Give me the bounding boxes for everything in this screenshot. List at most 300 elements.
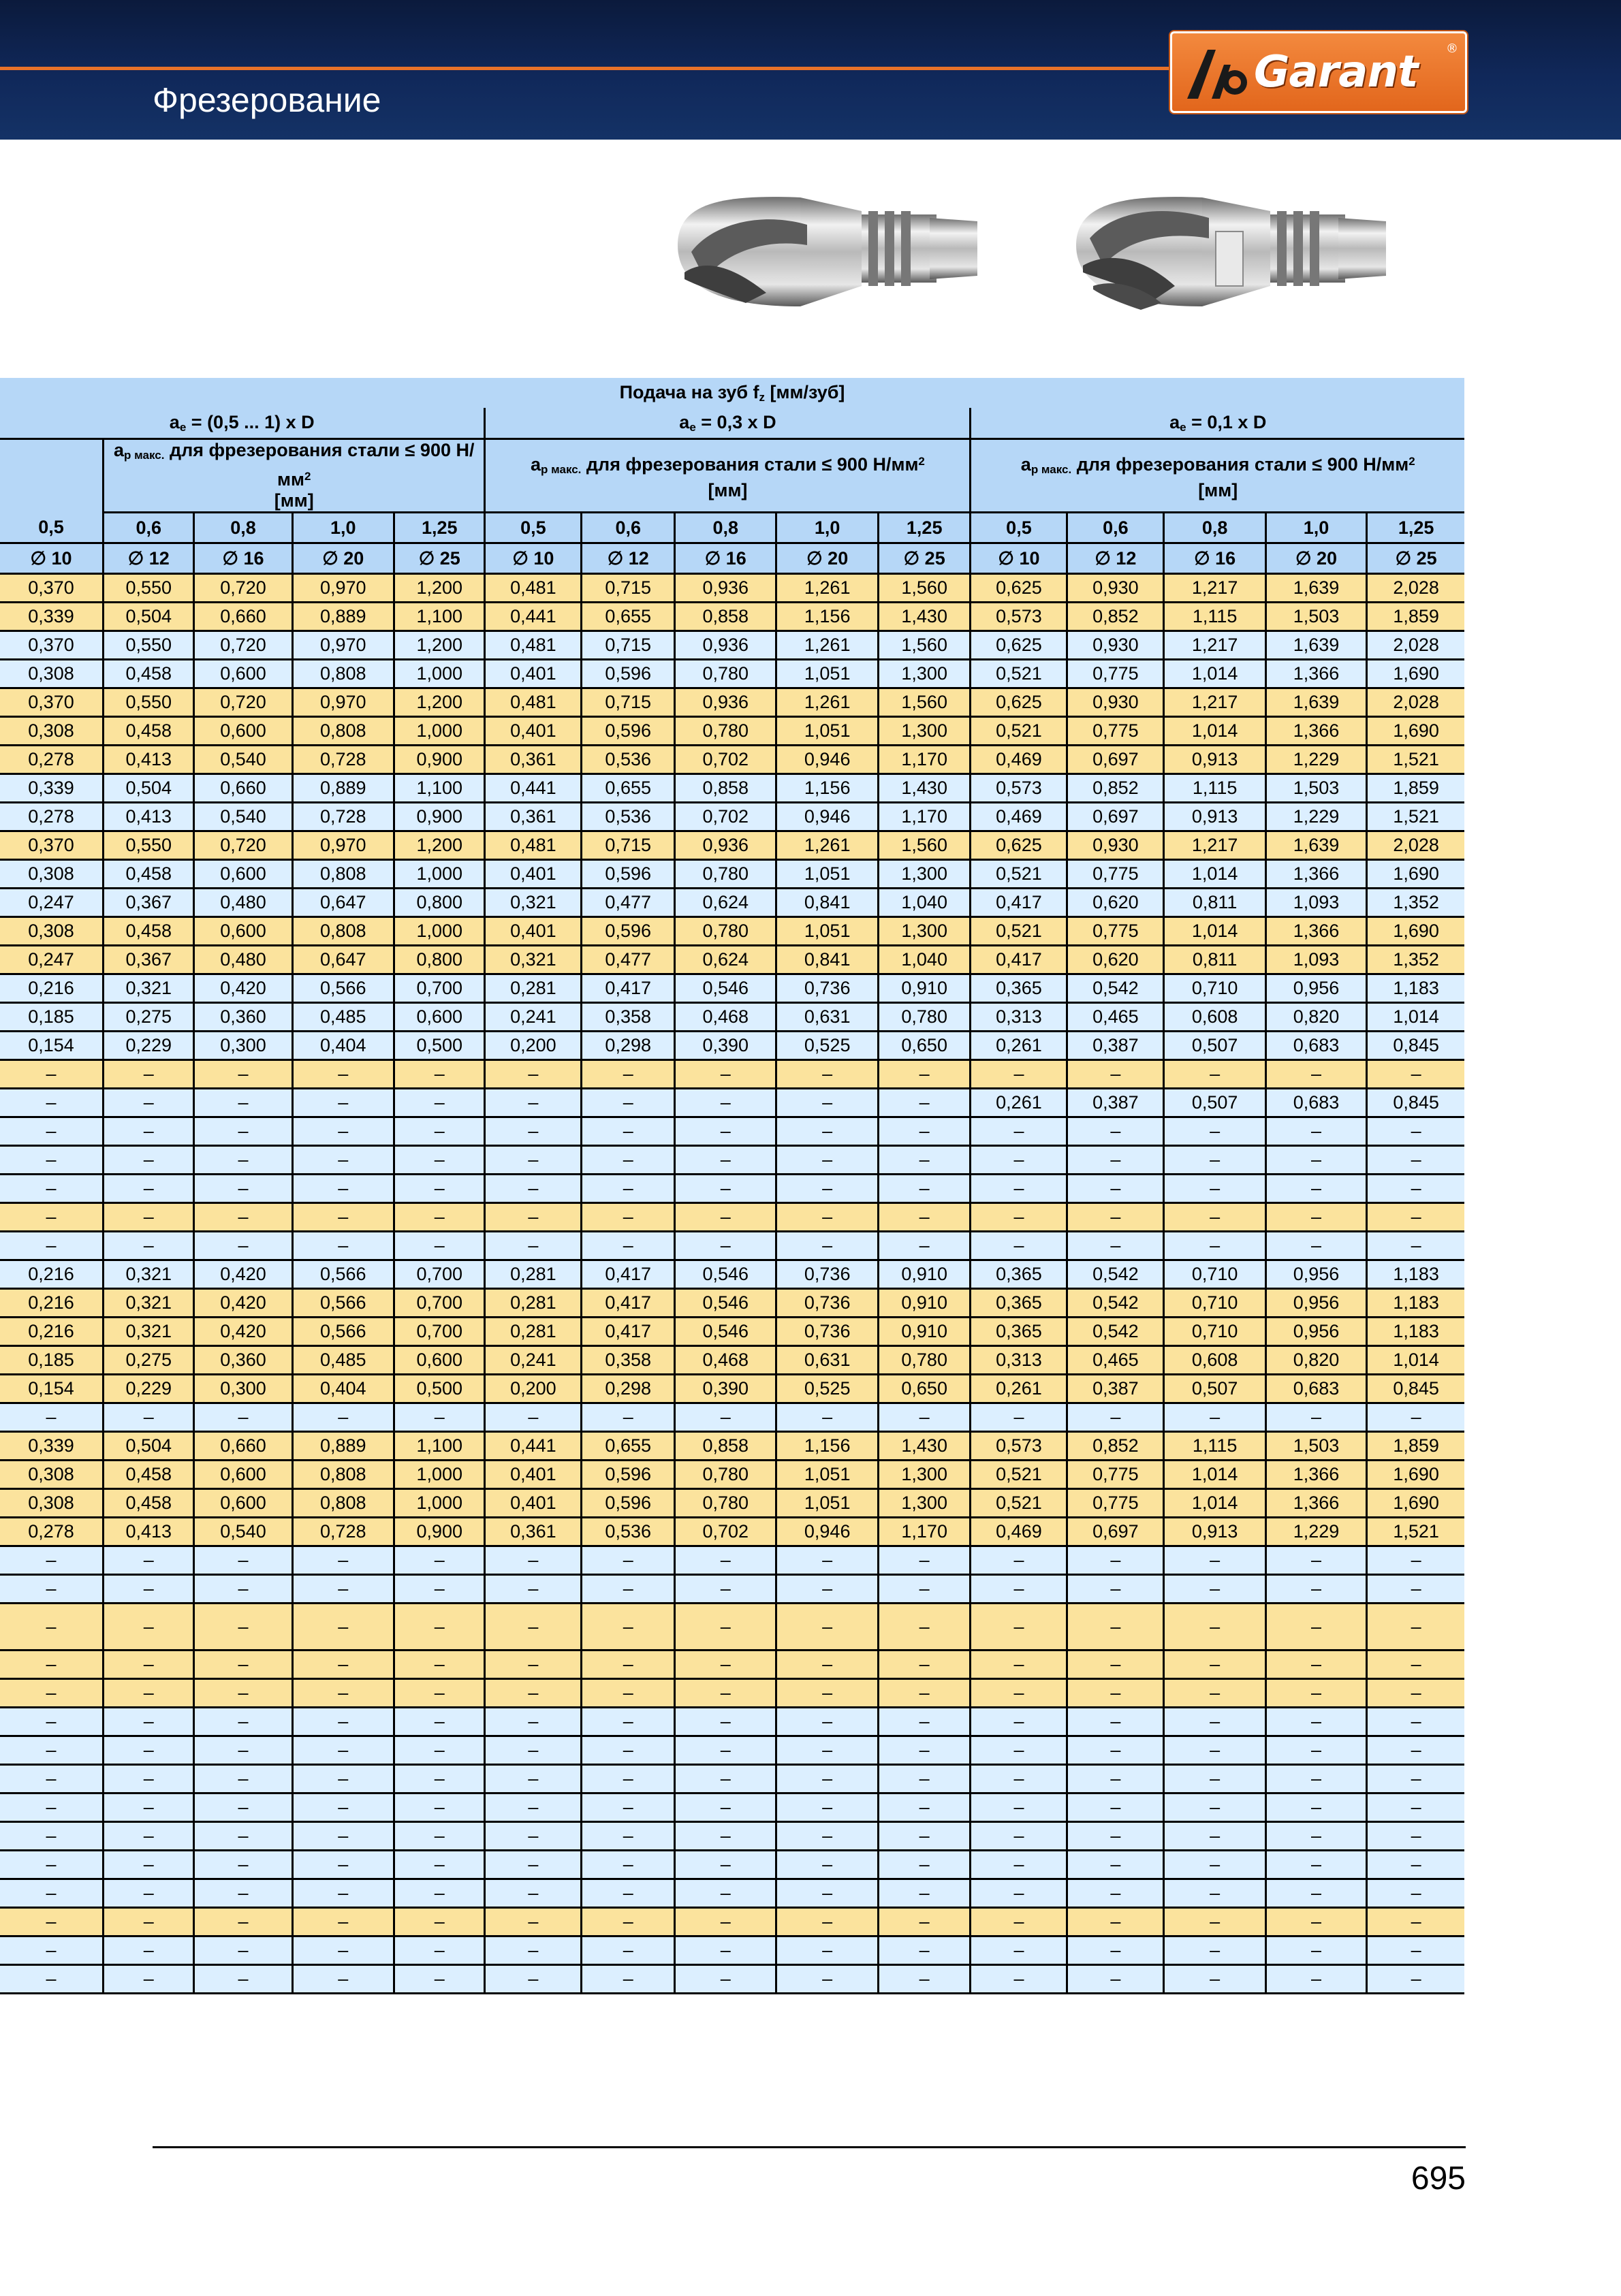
table-cell: – — [292, 1575, 394, 1604]
table-cell: – — [675, 1203, 776, 1232]
table-cell: – — [394, 1679, 485, 1708]
table-cell: – — [1265, 1851, 1366, 1879]
table-row — [0, 1346, 1464, 1375]
table-cell: 1,014 — [1164, 1489, 1265, 1518]
diameter-cell: ∅ 12 — [582, 543, 675, 574]
table-cell: – — [1367, 1965, 1464, 1994]
table-cell: – — [104, 1793, 194, 1822]
table-cell: 0,808 — [292, 1461, 394, 1489]
table-cell: – — [485, 1604, 582, 1651]
table-cell: 0,481 — [485, 831, 582, 860]
diameter-cell: ∅ 16 — [194, 543, 292, 574]
table-cell: 0,946 — [776, 803, 878, 831]
table-cell: 1,352 — [1367, 946, 1464, 974]
table-cell: – — [1067, 1575, 1164, 1604]
table-cell: – — [582, 1708, 675, 1736]
table-row — [0, 1708, 1464, 1736]
table-cell: 1,503 — [1265, 1432, 1366, 1461]
table-cell: – — [292, 1765, 394, 1793]
table-cell: – — [1164, 1604, 1265, 1651]
table-cell: – — [776, 1089, 878, 1117]
table-cell: 0,780 — [675, 860, 776, 889]
table-cell: 1,051 — [776, 1489, 878, 1518]
table-cell: 0,930 — [1067, 631, 1164, 660]
table-cell: – — [104, 1604, 194, 1651]
table-cell: 0,683 — [1265, 1089, 1366, 1117]
table-cell: 0,780 — [675, 1461, 776, 1489]
table-cell: 0,913 — [1164, 1518, 1265, 1546]
table-cell: 0,469 — [971, 746, 1067, 774]
table-cell: 0,370 — [0, 574, 104, 603]
table-cell: 0,775 — [1067, 1489, 1164, 1518]
table-cell: – — [582, 1575, 675, 1604]
table-cell: – — [394, 1765, 485, 1793]
table-cell: 0,946 — [776, 1518, 878, 1546]
table-cell: – — [878, 1936, 971, 1965]
table-cell: 1,000 — [394, 1461, 485, 1489]
table-cell: 1,366 — [1265, 1489, 1366, 1518]
table-cell: – — [776, 1060, 878, 1089]
table-cell: – — [104, 1936, 194, 1965]
table-cell: 0,420 — [194, 1260, 292, 1289]
table-cell: – — [1067, 1851, 1164, 1879]
table-cell: 0,596 — [582, 1489, 675, 1518]
table-cell: 0,339 — [0, 603, 104, 631]
table-row — [0, 889, 1464, 917]
table-cell: 0,261 — [971, 1375, 1067, 1403]
table-cell: – — [776, 1232, 878, 1260]
table-row — [0, 1318, 1464, 1346]
table-cell: 0,600 — [194, 717, 292, 746]
milling-cutter-image-1 — [664, 184, 984, 320]
table-cell: – — [776, 1879, 878, 1908]
table-cell: 1,639 — [1265, 831, 1366, 860]
table-cell: 0,365 — [971, 1289, 1067, 1318]
table-cell: – — [1164, 1403, 1265, 1432]
table-cell: – — [776, 1546, 878, 1575]
table-cell: 0,469 — [971, 803, 1067, 831]
table-cell: – — [971, 1232, 1067, 1260]
table-cell: 1,560 — [878, 831, 971, 860]
table-cell: – — [485, 1679, 582, 1708]
table-cell: – — [104, 1908, 194, 1936]
table-cell: 1,014 — [1367, 1003, 1464, 1032]
table-cell: – — [485, 1822, 582, 1851]
table-cell: – — [878, 1604, 971, 1651]
table-cell: 0,715 — [582, 574, 675, 603]
table-cell: – — [582, 1117, 675, 1146]
table-cell: 0,390 — [675, 1032, 776, 1060]
table-cell: 0,596 — [582, 717, 675, 746]
garant-logo-icon — [1184, 44, 1250, 101]
table-cell: 0,660 — [194, 774, 292, 803]
logo-text: Garant — [1254, 47, 1418, 97]
table-row — [0, 917, 1464, 946]
table-cell: – — [292, 1060, 394, 1089]
table-cell: – — [1067, 1736, 1164, 1765]
table-cell: – — [292, 1822, 394, 1851]
table-cell: – — [1367, 1793, 1464, 1822]
table-cell: 0,780 — [675, 660, 776, 688]
table-cell: 0,441 — [485, 1432, 582, 1461]
table-cell: – — [292, 1604, 394, 1651]
table-cell: – — [675, 1765, 776, 1793]
table-cell: 0,401 — [485, 1461, 582, 1489]
table-cell: – — [0, 1232, 104, 1260]
table-cell: – — [1265, 1146, 1366, 1175]
table-cell: 0,655 — [582, 1432, 675, 1461]
table-cell: 0,521 — [971, 860, 1067, 889]
table-cell: – — [675, 1708, 776, 1736]
table-cell: 0,600 — [194, 660, 292, 688]
table-cell: – — [1164, 1965, 1265, 1994]
table-cell: – — [675, 1546, 776, 1575]
table-cell: 0,367 — [104, 946, 194, 974]
ap-max-label: $a_{p макс.}$ для фрезерования стали ≤ 900 $Н/мм^2$ [мм] — [971, 439, 1464, 513]
table-cell: – — [0, 1765, 104, 1793]
table-row — [0, 1546, 1464, 1575]
table-cell: – — [971, 1965, 1067, 1994]
table-cell: 1,156 — [776, 603, 878, 631]
table-cell: – — [394, 1060, 485, 1089]
table-cell: – — [0, 1879, 104, 1908]
table-cell: 0,970 — [292, 831, 394, 860]
table-cell: 0,720 — [194, 688, 292, 717]
table-cell: 0,852 — [1067, 603, 1164, 631]
table-cell: 1,014 — [1164, 860, 1265, 889]
table-cell: – — [1067, 1175, 1164, 1203]
table-row — [0, 1965, 1464, 1994]
table-cell: – — [971, 1403, 1067, 1432]
table-cell: – — [1067, 1203, 1164, 1232]
table-cell: 0,521 — [971, 1489, 1067, 1518]
table-cell: – — [582, 1936, 675, 1965]
table-cell: – — [1265, 1936, 1366, 1965]
fz-value-cell: 0,8 — [1164, 513, 1265, 543]
table-cell: – — [104, 1679, 194, 1708]
table-cell: 0,404 — [292, 1032, 394, 1060]
fz-value-cell: 1,0 — [1265, 513, 1366, 543]
fz-value-cell: 0,6 — [1067, 513, 1164, 543]
table-cell: 0,321 — [104, 1318, 194, 1346]
table-cell: 0,910 — [878, 1289, 971, 1318]
table-cell: – — [394, 1575, 485, 1604]
table-cell: – — [776, 1175, 878, 1203]
table-cell: 0,229 — [104, 1375, 194, 1403]
table-cell: 0,308 — [0, 1489, 104, 1518]
fz-value-cell: 0,8 — [194, 513, 292, 543]
table-cell: 0,469 — [971, 1518, 1067, 1546]
table-cell: – — [485, 1203, 582, 1232]
table-cell: 0,956 — [1265, 1260, 1366, 1289]
table-cell: – — [1265, 1232, 1366, 1260]
table-cell: 0,458 — [104, 860, 194, 889]
fz-value-cell: 1,25 — [878, 513, 971, 543]
table-cell: 0,507 — [1164, 1375, 1265, 1403]
table-cell: – — [878, 1793, 971, 1822]
diameter-cell: ∅ 12 — [104, 543, 194, 574]
table-cell: 0,608 — [1164, 1346, 1265, 1375]
table-cell: – — [394, 1908, 485, 1936]
diameter-cell: ∅ 16 — [1164, 543, 1265, 574]
table-cell: – — [194, 1203, 292, 1232]
table-row — [0, 1679, 1464, 1708]
table-cell: 0,700 — [394, 1260, 485, 1289]
table-cell: 0,683 — [1265, 1032, 1366, 1060]
table-cell: – — [485, 1793, 582, 1822]
table-cell: 0,715 — [582, 831, 675, 860]
table-cell: – — [1164, 1936, 1265, 1965]
table-cell: – — [394, 1822, 485, 1851]
table-cell: 0,780 — [675, 1489, 776, 1518]
table-cell: 0,413 — [104, 803, 194, 831]
table-cell: 0,281 — [485, 1318, 582, 1346]
table-cell: 0,417 — [971, 946, 1067, 974]
table-cell: 0,625 — [971, 831, 1067, 860]
diameter-cell: ∅ 20 — [292, 543, 394, 574]
table-cell: 0,387 — [1067, 1032, 1164, 1060]
table-row — [0, 1575, 1464, 1604]
table-cell: 0,441 — [485, 603, 582, 631]
table-cell: 1,200 — [394, 574, 485, 603]
table-cell: – — [0, 1203, 104, 1232]
diameter-cell: ∅ 10 — [971, 543, 1067, 574]
table-cell: 0,321 — [104, 1289, 194, 1318]
table-cell: – — [1367, 1851, 1464, 1879]
table-cell: 0,811 — [1164, 946, 1265, 974]
table-cell: – — [485, 1965, 582, 1994]
table-cell: – — [292, 1089, 394, 1117]
table-cell: 0,910 — [878, 1260, 971, 1289]
table-cell: 0,845 — [1367, 1089, 1464, 1117]
table-cell: – — [582, 1793, 675, 1822]
table-cell: 0,573 — [971, 1432, 1067, 1461]
table-cell: – — [878, 1679, 971, 1708]
diameter-cell: ∅ 25 — [1367, 543, 1464, 574]
table-cell: 0,900 — [394, 803, 485, 831]
table-cell: 0,481 — [485, 574, 582, 603]
table-cell: 1,014 — [1164, 717, 1265, 746]
table-cell: 0,930 — [1067, 688, 1164, 717]
table-cell: – — [104, 1822, 194, 1851]
table-cell: 0,298 — [582, 1375, 675, 1403]
table-cell: – — [878, 1175, 971, 1203]
table-cell: – — [1067, 1146, 1164, 1175]
table-cell: 0,321 — [104, 1260, 194, 1289]
table-cell: 0,361 — [485, 803, 582, 831]
table-cell: 0,946 — [776, 746, 878, 774]
table-cell: 0,401 — [485, 1489, 582, 1518]
diameter-cell: ∅ 25 — [394, 543, 485, 574]
table-cell: 0,247 — [0, 946, 104, 974]
table-row — [0, 660, 1464, 688]
diameter-cell: ∅ 25 — [878, 543, 971, 574]
table-cell: 0,900 — [394, 1518, 485, 1546]
table-cell: 1,100 — [394, 1432, 485, 1461]
table-cell: – — [776, 1908, 878, 1936]
table-cell: – — [1265, 1575, 1366, 1604]
table-cell: 0,841 — [776, 946, 878, 974]
table-cell: – — [485, 1060, 582, 1089]
table-cell: – — [1367, 1203, 1464, 1232]
table-cell: 1,859 — [1367, 774, 1464, 803]
fz-value-cell: 0,6 — [582, 513, 675, 543]
table-cell: 0,710 — [1164, 974, 1265, 1003]
table-cell: 0,736 — [776, 1260, 878, 1289]
table-cell: – — [1164, 1651, 1265, 1679]
table-cell: 0,930 — [1067, 574, 1164, 603]
table-row — [0, 1403, 1464, 1432]
table-cell: 0,401 — [485, 660, 582, 688]
table-cell: 0,566 — [292, 1260, 394, 1289]
table-cell: 0,736 — [776, 1289, 878, 1318]
table-row — [0, 1518, 1464, 1546]
table-cell: 0,775 — [1067, 1461, 1164, 1489]
table-cell: – — [394, 1879, 485, 1908]
table-cell: 0,468 — [675, 1346, 776, 1375]
table-cell: – — [675, 1651, 776, 1679]
table-row — [0, 717, 1464, 746]
table-cell: 0,647 — [292, 889, 394, 917]
table-cell: 0,308 — [0, 660, 104, 688]
table-cell: – — [394, 1736, 485, 1765]
table-cell: – — [292, 1651, 394, 1679]
table-cell: – — [292, 1546, 394, 1575]
table-cell: – — [582, 1089, 675, 1117]
table-cell: 0,702 — [675, 1518, 776, 1546]
table-cell: – — [776, 1403, 878, 1432]
table-cell: – — [1265, 1679, 1366, 1708]
table-cell: 0,298 — [582, 1032, 675, 1060]
table-cell: – — [1067, 1403, 1164, 1432]
table-cell: – — [0, 1175, 104, 1203]
table-cell: 0,736 — [776, 1318, 878, 1346]
table-cell: – — [104, 1651, 194, 1679]
table-cell: 0,720 — [194, 631, 292, 660]
table-cell: – — [194, 1765, 292, 1793]
table-cell: 0,624 — [675, 946, 776, 974]
table-cell: – — [971, 1822, 1067, 1851]
table-cell: 0,308 — [0, 1461, 104, 1489]
table-row — [0, 688, 1464, 717]
table-cell: – — [1367, 1651, 1464, 1679]
table-cell: 0,521 — [971, 660, 1067, 688]
table-cell: 0,775 — [1067, 717, 1164, 746]
table-cell: – — [485, 1146, 582, 1175]
table-cell: 1,366 — [1265, 917, 1366, 946]
table-cell: – — [675, 1965, 776, 1994]
table-cell: 0,728 — [292, 1518, 394, 1546]
table-cell: 0,536 — [582, 746, 675, 774]
table-cell: 0,417 — [582, 1318, 675, 1346]
table-cell: – — [675, 1060, 776, 1089]
table-cell: – — [1265, 1060, 1366, 1089]
table-cell: 0,970 — [292, 631, 394, 660]
table-row — [0, 1432, 1464, 1461]
table-cell: – — [1067, 1679, 1164, 1708]
table-cell: 0,339 — [0, 1432, 104, 1461]
table-cell: 1,156 — [776, 1432, 878, 1461]
table-cell: – — [0, 1060, 104, 1089]
table-cell: 0,631 — [776, 1346, 878, 1375]
table-cell: 0,852 — [1067, 774, 1164, 803]
table-cell: 0,566 — [292, 1318, 394, 1346]
table-cell: 0,852 — [1067, 1432, 1164, 1461]
table-cell: 0,365 — [971, 974, 1067, 1003]
table-cell: 1,560 — [878, 631, 971, 660]
table-cell: – — [1164, 1822, 1265, 1851]
table-cell: 0,521 — [971, 717, 1067, 746]
table-cell: 0,631 — [776, 1003, 878, 1032]
table-cell: 0,401 — [485, 917, 582, 946]
table-cell: 0,361 — [485, 746, 582, 774]
table-cell: 0,417 — [582, 1289, 675, 1318]
table-cell: – — [776, 1575, 878, 1604]
table-cell: 0,624 — [675, 889, 776, 917]
table-cell: – — [675, 1146, 776, 1175]
table-cell: – — [0, 1546, 104, 1575]
table-cell: 2,028 — [1367, 631, 1464, 660]
table-cell: 0,600 — [394, 1346, 485, 1375]
table-cell: 0,458 — [104, 717, 194, 746]
table-cell: 1,261 — [776, 631, 878, 660]
table-cell: – — [0, 1117, 104, 1146]
table-cell: 0,800 — [394, 946, 485, 974]
table-cell: 0,858 — [675, 603, 776, 631]
table-cell: 0,536 — [582, 1518, 675, 1546]
table-cell: 0,477 — [582, 889, 675, 917]
table-cell: 1,093 — [1265, 946, 1366, 974]
table-cell: – — [0, 1936, 104, 1965]
table-cell: 1,014 — [1164, 917, 1265, 946]
table-cell: – — [1164, 1175, 1265, 1203]
table-cell: – — [292, 1232, 394, 1260]
table-cell: – — [675, 1851, 776, 1879]
table-cell: 0,546 — [675, 1260, 776, 1289]
table-cell: – — [104, 1403, 194, 1432]
table-cell: – — [1367, 1117, 1464, 1146]
table-cell: 1,690 — [1367, 860, 1464, 889]
table-cell: 0,465 — [1067, 1346, 1164, 1375]
table-cell: 0,275 — [104, 1346, 194, 1375]
table-cell: – — [1067, 1060, 1164, 1089]
table-cell: 0,600 — [194, 917, 292, 946]
table-cell: 1,200 — [394, 831, 485, 860]
table-cell: 0,660 — [194, 603, 292, 631]
table-cell: 0,775 — [1067, 660, 1164, 688]
table-cell: 1,200 — [394, 631, 485, 660]
table-row — [0, 1736, 1464, 1765]
table-cell: 0,546 — [675, 1289, 776, 1318]
table-row — [0, 946, 1464, 974]
table-cell: 0,401 — [485, 717, 582, 746]
table-cell: 1,115 — [1164, 1432, 1265, 1461]
table-cell: 0,820 — [1265, 1346, 1366, 1375]
table-cell: – — [0, 1822, 104, 1851]
table-cell: – — [1164, 1879, 1265, 1908]
table-cell: 0,370 — [0, 631, 104, 660]
page-title: Фрезерование — [153, 81, 381, 119]
table-cell: – — [776, 1604, 878, 1651]
table-cell: 0,358 — [582, 1346, 675, 1375]
table-cell: 1,300 — [878, 860, 971, 889]
table-cell: – — [971, 1117, 1067, 1146]
table-cell: – — [582, 1146, 675, 1175]
table-cell: – — [104, 1765, 194, 1793]
table-cell: 0,281 — [485, 1260, 582, 1289]
table-cell: – — [776, 1203, 878, 1232]
table-cell: – — [394, 1232, 485, 1260]
